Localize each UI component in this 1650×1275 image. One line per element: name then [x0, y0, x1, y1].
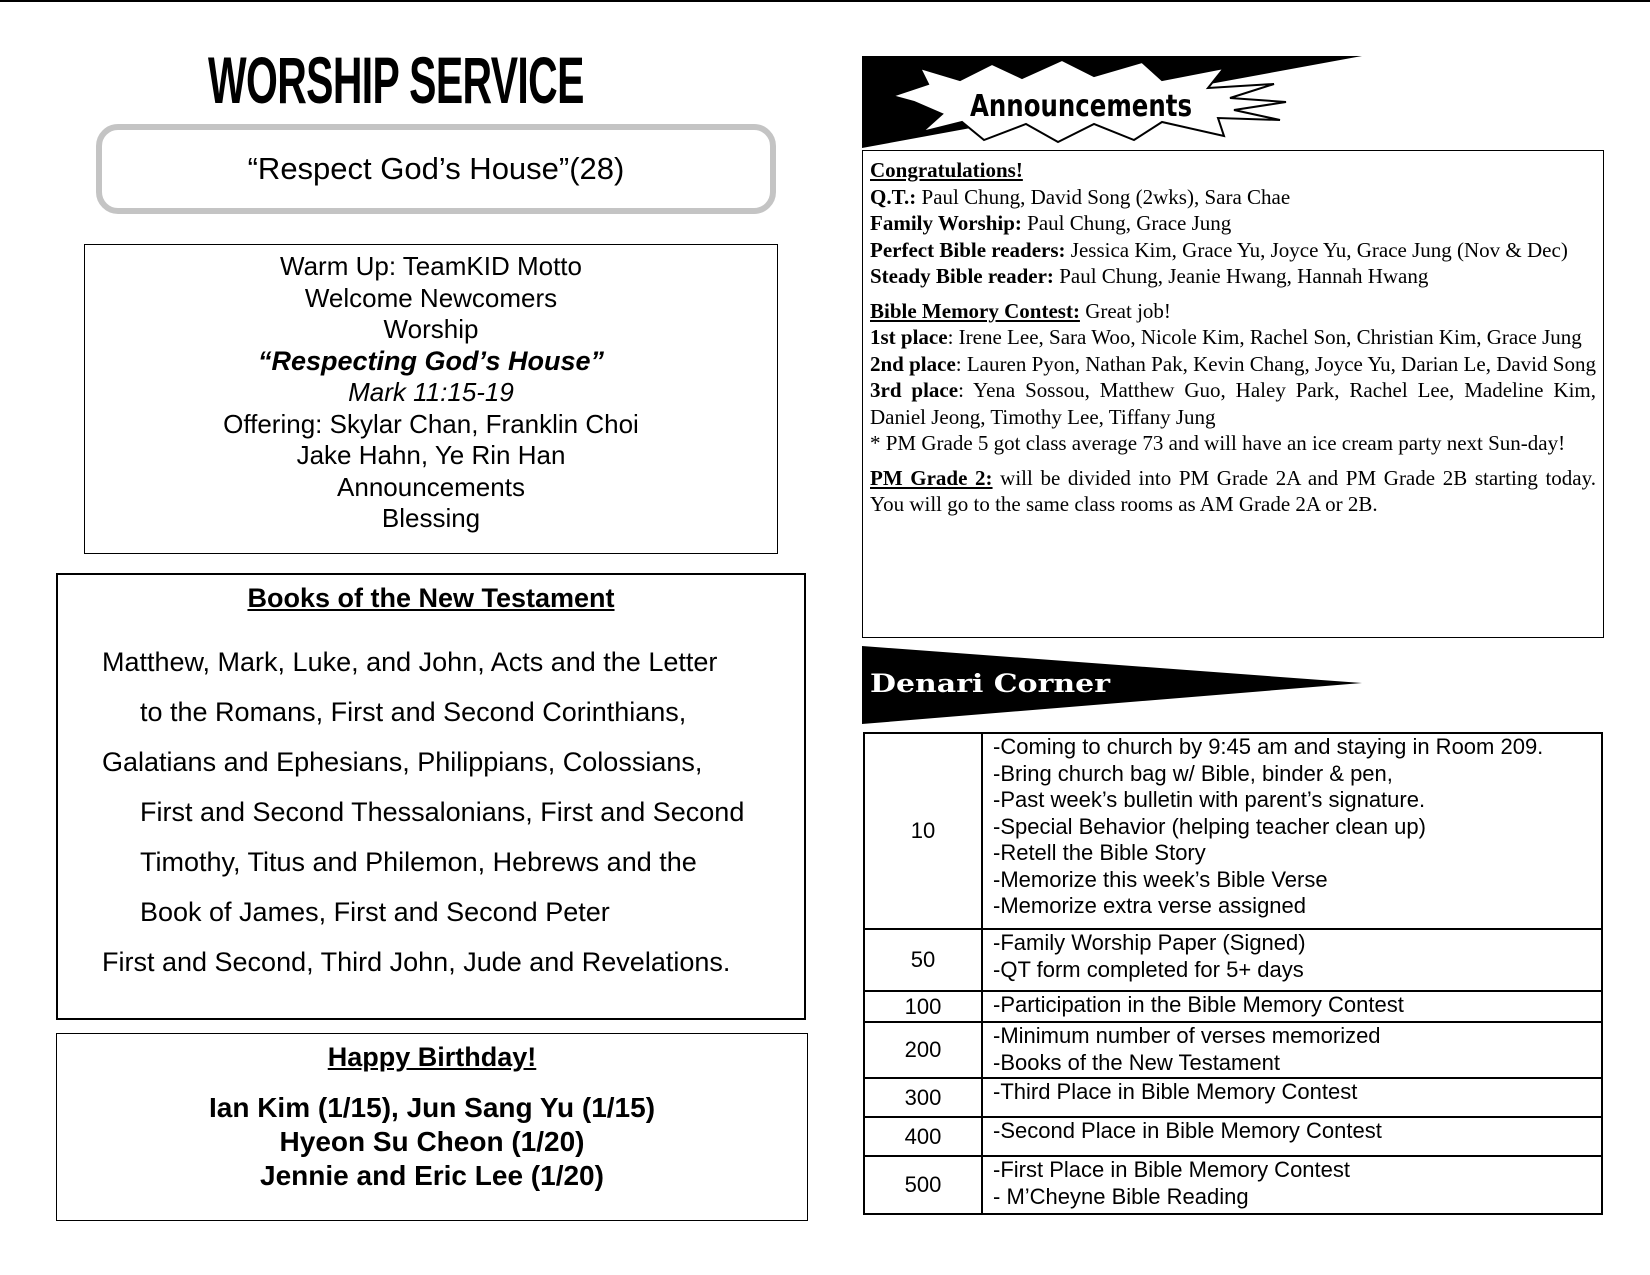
- order-lesson-title: “Respecting God’s House”: [257, 345, 605, 376]
- denari-criterion: -Participation in the Bible Memory Contest: [993, 992, 1404, 1017]
- second-place-label: 2nd place: [870, 351, 956, 376]
- denari-criterion: -QT form completed for 5+ days: [993, 956, 1304, 982]
- qt-label: Q.T.:: [870, 184, 917, 209]
- books-line: Matthew, Mark, Luke, and John, Acts and the Letter: [102, 647, 718, 677]
- denari-criterion: -Retell the Bible Story: [993, 840, 1206, 865]
- order-offering-1: Offering: Skylar Chan, Franklin Choi: [223, 408, 639, 439]
- books-line: Timothy, Titus and Philemon, Hebrews and the: [140, 847, 697, 877]
- denari-points: 10: [864, 733, 982, 929]
- third-place-label: 3rd place: [870, 378, 959, 402]
- qt-text: Paul Chung, David Song (2wks), Sara Chae: [921, 184, 1291, 209]
- denari-row: [864, 1078, 1602, 1117]
- denari-criterion: -Memorize extra verse assigned: [993, 893, 1307, 918]
- denari-criteria: [982, 1022, 1602, 1078]
- steady-text: Paul Chung, Jeanie Hwang, Hannah Hwang: [1059, 264, 1429, 288]
- books-line: First and Second, Third John, Jude and Revelations.: [102, 947, 731, 977]
- books-line: Galatians and Ephesians, Philippians, Colossians,: [102, 747, 703, 777]
- order-of-service: [84, 244, 778, 554]
- theme-box: [96, 124, 776, 214]
- denari-criteria: [982, 1117, 1602, 1156]
- second-place-text: : Lauren Pyon, Nathan Pak, Kevin Chang, Joyce Yu, Darian Le, David Song: [955, 351, 1596, 376]
- denari-table: [863, 732, 1603, 1215]
- family-text: Paul Chung, Grace Jung: [1027, 211, 1232, 235]
- order-blessing: Blessing: [381, 503, 481, 533]
- denari-criterion: -Third Place in Bible Memory Contest: [993, 1079, 1358, 1104]
- contest-text: Great job!: [1085, 298, 1171, 323]
- birthday-names: Ian Kim (1/15), Jun Sang Yu (1/15): [208, 1092, 656, 1123]
- announcements-box: [862, 150, 1604, 638]
- denari-criteria: [982, 1156, 1602, 1214]
- birthday-names: Jennie and Eric Lee (1/20): [260, 1160, 604, 1191]
- denari-points: 300: [864, 1078, 982, 1117]
- denari-criterion: -Minimum number of verses memorized: [993, 1023, 1381, 1048]
- top-rule: [0, 0, 1650, 2]
- denari-row: [864, 733, 1602, 929]
- denari-row: [864, 1156, 1602, 1214]
- denari-criterion: -Past week’s bulletin with parent’s signature.: [993, 787, 1426, 812]
- denari-row: [864, 1022, 1602, 1078]
- denari-criterion: -Coming to church by 9:45 am and staying in Room 209.: [993, 734, 1544, 759]
- family-label: Family Worship:: [870, 211, 1022, 235]
- books-line: to the Romans, First and Second Corinthians,: [140, 697, 687, 727]
- denari-points: 400: [864, 1117, 982, 1156]
- books-new-testament-box: [56, 573, 806, 1020]
- order-welcome: Welcome Newcomers: [304, 282, 558, 313]
- steady-label: Steady Bible reader:: [870, 264, 1054, 288]
- third-place-text: : Yena Sossou, Matthew Guo, Haley Park, Rachel Lee, Madeline Kim, Daniel Jeong, Timothy Lee, Tiffany Jung: [870, 378, 1596, 429]
- announcements-title: Announcements: [970, 89, 1192, 124]
- grade2-text: will be divided into PM Grade 2A and PM Grade 2B starting today. You will go to the same class rooms as AM Grade 2A or 2B.: [870, 465, 1596, 516]
- denari-row: [864, 991, 1602, 1022]
- denari-criterion: -Books of the New Testament: [993, 1049, 1280, 1075]
- denari-criteria: [982, 929, 1602, 991]
- birthday-box: [56, 1033, 808, 1221]
- congrats-heading: Congratulations!: [870, 158, 1023, 182]
- denari-criteria: [982, 991, 1602, 1022]
- first-place-label: 1st place: [870, 325, 948, 349]
- grade2-label: PM Grade 2:: [870, 465, 993, 490]
- denari-criterion: -Second Place in Bible Memory Contest: [993, 1118, 1382, 1143]
- order-warm-up: Warm Up: TeamKID Motto: [280, 251, 582, 281]
- denari-criterion: -Family Worship Paper (Signed): [993, 930, 1306, 955]
- contest-label: Bible Memory Contest:: [870, 298, 1080, 323]
- books-line: Book of James, First and Second Peter: [140, 897, 610, 927]
- books-line: First and Second Thessalonians, First and Second: [140, 797, 745, 827]
- denari-row: [864, 929, 1602, 991]
- denari-points: 50: [864, 929, 982, 991]
- theme-title: “Respect God’s House”(28): [247, 151, 625, 186]
- denari-criteria: [982, 733, 1602, 929]
- denari-criterion: - M’Cheyne Bible Reading: [993, 1183, 1249, 1209]
- birthday-heading: Happy Birthday!: [327, 1042, 537, 1072]
- order-worship: Worship: [383, 314, 479, 344]
- perfect-text: Jessica Kim, Grace Yu, Joyce Yu, Grace Jung (Nov & Dec): [1070, 237, 1568, 262]
- denari-banner: [862, 646, 1362, 724]
- order-offering-2: Jake Hahn, Ye Rin Han: [296, 440, 566, 470]
- denari-points: 200: [864, 1022, 982, 1078]
- denari-criteria: [982, 1078, 1602, 1117]
- denari-row: [864, 1117, 1602, 1156]
- denari-title: Denari Corner: [870, 669, 1111, 698]
- first-place-text: : Irene Lee, Sara Woo, Nicole Kim, Rachel Son, Christian Kim, Grace Jung: [947, 325, 1582, 349]
- announcements-banner: [862, 56, 1362, 148]
- denari-criterion: -Memorize this week’s Bible Verse: [993, 866, 1328, 892]
- denari-points: 500: [864, 1156, 982, 1214]
- order-announcements: Announcements: [337, 471, 525, 502]
- denari-points: 100: [864, 991, 982, 1022]
- worship-service-title: WORSHIP SERVICE: [208, 43, 584, 117]
- birthday-names: Hyeon Su Cheon (1/20): [279, 1126, 585, 1157]
- grade5-note: * PM Grade 5 got class average 73 and will have an ice cream party next Sun-day!: [870, 431, 1566, 455]
- denari-criterion: -Bring church bag w/ Bible, binder & pen,: [993, 760, 1393, 786]
- order-scripture: Mark 11:15-19: [348, 377, 514, 407]
- denari-criterion: -First Place in Bible Memory Contest: [993, 1157, 1350, 1182]
- denari-criterion: -Special Behavior (helping teacher clean up): [993, 813, 1426, 839]
- books-heading: Books of the New Testament: [247, 583, 615, 613]
- perfect-label: Perfect Bible readers:: [870, 237, 1066, 262]
